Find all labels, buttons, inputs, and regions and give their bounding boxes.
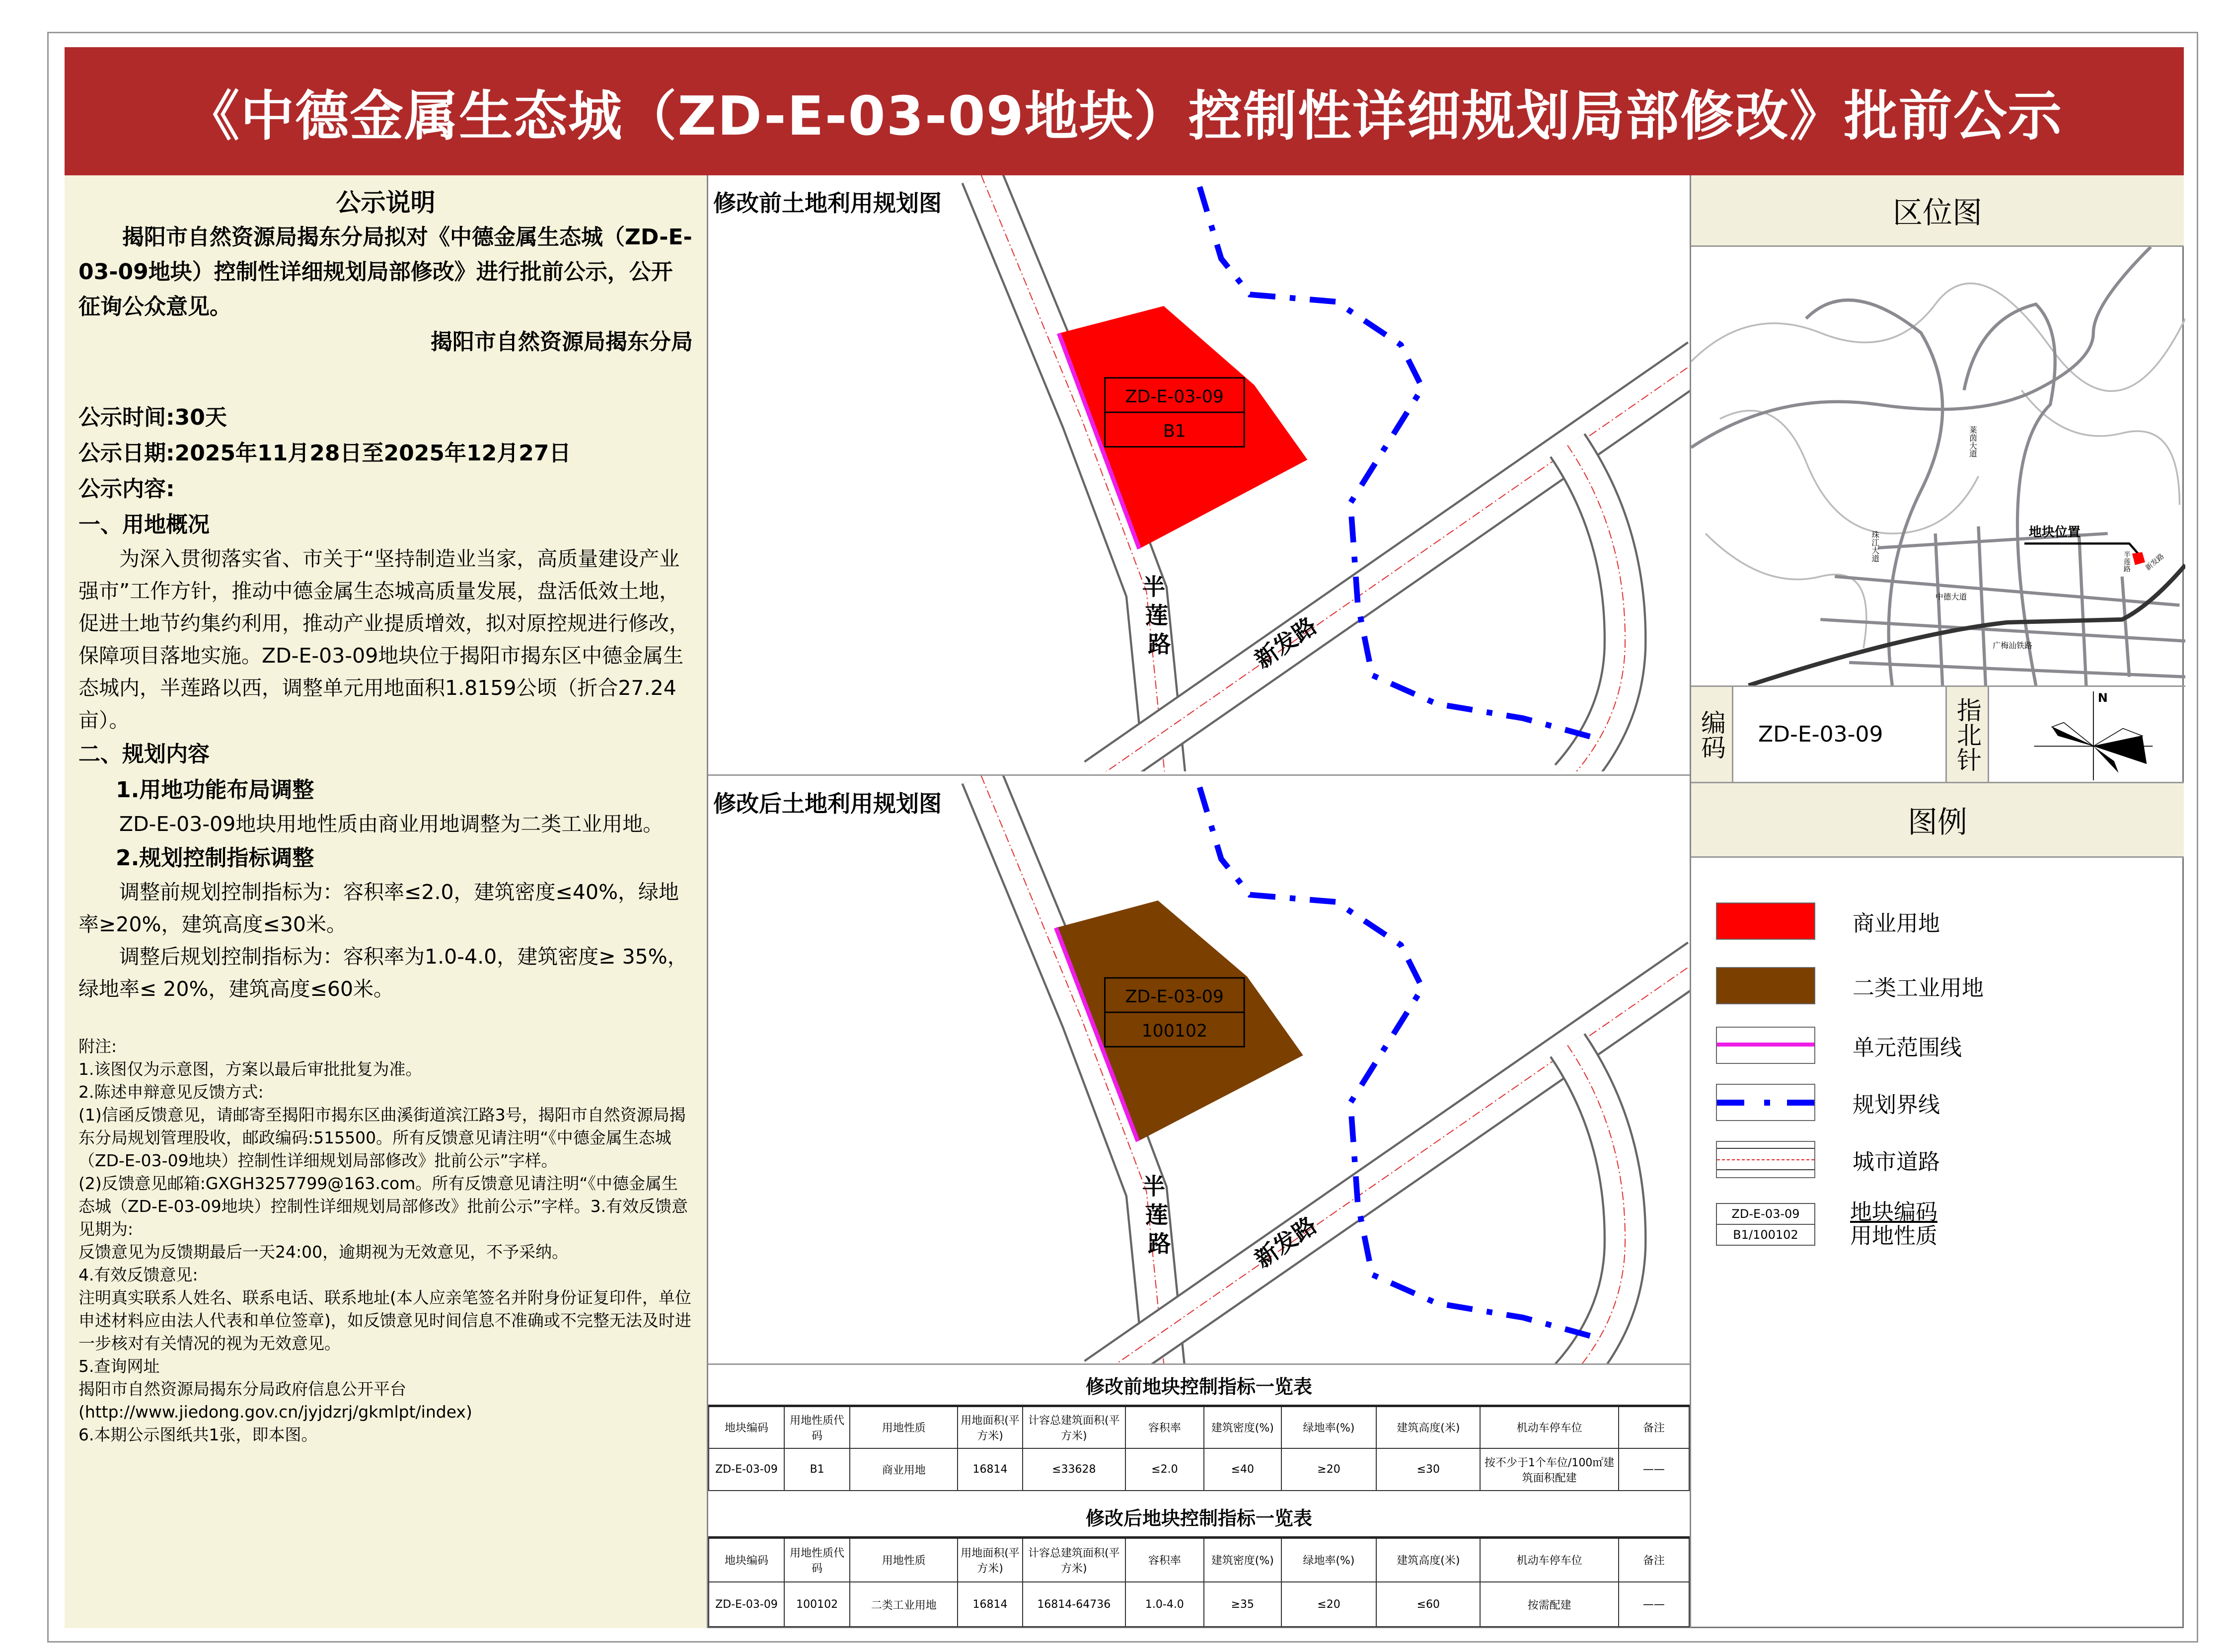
table-cell: 二类工业用地 — [850, 1582, 958, 1627]
legend-unit-boundary — [1716, 1027, 1962, 1064]
table-cell: ≤2.0 — [1125, 1448, 1204, 1491]
parcel-code: ZD-E-03-09 — [1125, 386, 1224, 407]
road-label-char: 半 — [1142, 573, 1166, 601]
column-header: 备注 — [1619, 1406, 1689, 1448]
notice-dates: 公示日期:2025年11月28日至2025年12月27日 — [78, 441, 571, 466]
parcel-code: ZD-E-03-09 — [1125, 986, 1224, 1007]
table-cell: ≥35 — [1204, 1582, 1281, 1627]
note-line: (2)反馈意见邮箱:GXGH3257799@163.com。所有反馈意见请注明“《中德金属生态城（ZD-E-03-09地块）控制性详细规划局部修改》批前公示”字样。3.有效反馈意见期为: — [78, 1174, 688, 1239]
city-road-swatch — [1716, 1141, 1815, 1178]
road-label: 珠江大道 — [1870, 530, 1880, 562]
column-header: 容积率 — [1125, 1406, 1204, 1448]
section1-text: 为深入贯彻落实省、市关于“坚持制造业当家，高质量建设产业强市”工作方针，推动中德金属生态城高质量发展，盘活低效土地，促进土地节约集约利用，推动产业提质增效，拟对原控规进行修改，保障项目落地实施。ZD-E-03-09地块位于揭阳市揭东区中德金属生态城内，半莲路以西，调整单元用地面积1.8159公顷（折合27.24亩）。 — [78, 547, 689, 732]
contour-line — [1706, 533, 1866, 648]
subsection1-heading: 1.用地功能布局调整 — [116, 777, 314, 803]
legend-label — [1850, 1201, 1937, 1248]
table-cell: ≤20 — [1281, 1582, 1376, 1627]
road — [1849, 663, 2185, 677]
column-header: 地块编码 — [709, 1406, 784, 1448]
legend-city-road — [1716, 1141, 1940, 1178]
table-header-row — [709, 1406, 1689, 1448]
table-header-row — [709, 1537, 1689, 1582]
column-header: 计容总建筑面积(平方米) — [1023, 1406, 1125, 1448]
table-cell: ZD-E-03-09 — [709, 1448, 784, 1491]
road-label-char: 莲 — [1145, 602, 1168, 629]
legend-label-use: 用地性质 — [1850, 1223, 1937, 1249]
legend-label-code: 地块编码 — [1850, 1200, 1937, 1225]
north-arrow-icon — [1989, 687, 2183, 783]
code-north-row — [1691, 687, 2184, 783]
sample-use: B1/100102 — [1733, 1228, 1798, 1242]
note-line: 4.有效反馈意见: — [78, 1265, 198, 1284]
map-after — [708, 776, 1690, 1365]
legend-planning-line — [1716, 1084, 1940, 1121]
notice-content-label: 公示内容: — [78, 476, 175, 502]
contour-line — [2021, 390, 2179, 505]
legend-label: 城市道路 — [1853, 1149, 1940, 1175]
unit-boundary-swatch — [1716, 1027, 1815, 1064]
column-header: 绿地率(%) — [1281, 1406, 1376, 1448]
legend-commercial — [1716, 902, 1940, 940]
column-header: 绿地率(%) — [1281, 1537, 1376, 1582]
legend — [1691, 858, 2184, 1553]
table-cell: 16814 — [958, 1582, 1022, 1627]
legend-industrial — [1716, 967, 1984, 1004]
table-cell: —— — [1619, 1448, 1689, 1491]
column-header: 用地性质 — [850, 1406, 958, 1448]
planning-line-swatch — [1716, 1084, 1815, 1121]
location-map-title: 区位图 — [1691, 175, 2184, 247]
column-header: 建筑密度(%) — [1204, 1537, 1281, 1582]
location-map — [1691, 247, 2185, 687]
road-label: 新发路 — [1250, 612, 1322, 674]
road-label: 新发路 — [2144, 552, 2166, 573]
note-line: 附注: — [78, 1037, 117, 1056]
road-label: 莱茵大道 — [1968, 426, 1978, 458]
road-label-char: 莲 — [1145, 1201, 1168, 1229]
table-cell: 商业用地 — [850, 1448, 958, 1491]
legend-parcel-label — [1716, 1201, 1937, 1248]
table-title: 修改前地块控制指标一览表 — [709, 1366, 1689, 1406]
table-cell: 按不少于1个车位/100㎡建筑面积配建 — [1480, 1448, 1618, 1491]
site-label: 地块位置 — [2028, 525, 2081, 540]
legend-label: 规划界线 — [1853, 1092, 1940, 1118]
note-line: 5.查询网址 — [78, 1356, 160, 1376]
note-line: (1)信函反馈意见，请邮寄至揭阳市揭东区曲溪街道滨江路3号，揭阳市自然资源局揭东分局规划管理股收，邮政编码:515500。所有反馈意见请注明“《中德金属生态城（ZD-E-03-09地块）控制性详细规划局部修改》批前公示”字样。 — [78, 1105, 686, 1170]
indicators-table-before — [708, 1366, 1690, 1491]
road-label-char: 半 — [1142, 1173, 1166, 1200]
parcel-label-sample — [1716, 1203, 1815, 1246]
north-letter: N — [2097, 690, 2108, 705]
column-header: 用地性质 — [850, 1537, 958, 1582]
table-cell: ≤60 — [1376, 1582, 1480, 1627]
note-line: 反馈意见为反馈期最后一天24:00，逾期视为无效意见，不予采纳。 — [78, 1242, 569, 1262]
industrial-swatch — [1716, 967, 1815, 1004]
map-before-title: 修改前土地利用规划图 — [713, 190, 942, 217]
table-cell: 100102 — [784, 1582, 850, 1627]
table-cell: ≥20 — [1281, 1448, 1376, 1491]
legend-label: 商业用地 — [1853, 910, 1940, 936]
road — [1835, 577, 2179, 605]
legend-title: 图例 — [1691, 783, 2184, 858]
column-header: 备注 — [1619, 1537, 1689, 1582]
column-header: 计容总建筑面积(平方米) — [1023, 1537, 1125, 1582]
right-panel — [1690, 175, 2184, 1628]
table-row — [709, 1448, 1689, 1491]
legend-label: 二类工业用地 — [1853, 975, 1984, 1001]
column-header: 建筑高度(米) — [1376, 1406, 1480, 1448]
note-line: (http://www.jiedong.gov.cn/jyjdzrj/gkmlpt/index) — [78, 1402, 472, 1422]
table-cell: ≤40 — [1204, 1448, 1281, 1491]
table-cell: ZD-E-03-09 — [709, 1582, 784, 1627]
north-arrow — [1989, 687, 2184, 782]
subsection1-text: ZD-E-03-09地块用地性质由商业用地调整为二类工业用地。 — [119, 812, 664, 836]
code-label: 编码 — [1691, 687, 1733, 782]
notes — [78, 1035, 693, 1446]
note-line: 6.本期公示图纸共1张，即本图。 — [78, 1425, 318, 1444]
road-label: 半莲路 — [2122, 550, 2131, 573]
sample-code: ZD-E-03-09 — [1717, 1204, 1814, 1225]
notice-panel — [65, 175, 708, 1628]
notice-intro: 揭阳市自然资源局揭东分局拟对《中德金属生态城（ZD-E-03-09地块）控制性详细规划局部修改》进行批前公示，公开征询公众意见。 — [78, 225, 692, 319]
column-header: 建筑密度(%) — [1204, 1406, 1281, 1448]
site-marker — [2132, 552, 2145, 565]
table-cell: —— — [1619, 1582, 1689, 1627]
road — [1806, 300, 1942, 685]
column-header: 用地面积(平方米) — [958, 1537, 1022, 1582]
note-line: 注明真实联系人姓名、联系电话、联系地址(本人应亲笔签名并附身份证复印件，单位申述材料应由法人代表和单位签章)，如反馈意见时间信息不准确或不完整无法及时进一步核对有关情况的视为无效意见。 — [78, 1288, 691, 1353]
map-after-title: 修改后土地利用规划图 — [713, 790, 942, 817]
legend-label: 单元范围线 — [1853, 1035, 1962, 1060]
table-cell: 按需配建 — [1480, 1582, 1618, 1627]
road-label: 中德大道 — [1935, 592, 1967, 601]
column-header: 建筑高度(米) — [1376, 1537, 1480, 1582]
table-title: 修改后地块控制指标一览表 — [709, 1498, 1689, 1537]
land-use-map-before — [708, 175, 1690, 771]
notice-period: 公示时间:30天 — [78, 405, 227, 430]
indicators-table-after — [708, 1498, 1690, 1627]
table-cell: ≤33628 — [1023, 1448, 1125, 1491]
notice-heading: 公示说明 — [336, 188, 436, 217]
column-header: 容积率 — [1125, 1537, 1204, 1582]
commercial-swatch — [1716, 902, 1815, 940]
table-cell: 16814 — [958, 1448, 1022, 1491]
land-use-map-after — [708, 776, 1690, 1363]
road — [1691, 247, 2151, 448]
notice-issuer: 揭阳市自然资源局揭东分局 — [431, 329, 693, 355]
section1-heading: 一、用地概况 — [78, 512, 210, 537]
table-cell: ≤30 — [1376, 1448, 1480, 1491]
parcel-use: 100102 — [1141, 1021, 1208, 1042]
road-label-char: 路 — [1148, 1230, 1171, 1257]
road-label-char: 路 — [1148, 631, 1171, 658]
map-before — [708, 175, 1690, 776]
road-label: 广梅汕铁路 — [1993, 640, 2032, 650]
column-header: 地块编码 — [709, 1537, 784, 1582]
page-title: 《中德金属生态城（ZD-E-03-09地块）控制性详细规划局部修改》批前公示 — [65, 47, 2184, 175]
north-label: 指北针 — [1947, 687, 1989, 782]
indicators-before: 调整前规划控制指标为：容积率≤2.0，建筑密度≤40%，绿地率≥20%，建筑高度≤30米。 — [78, 880, 679, 936]
note-line: 揭阳市自然资源局揭东分局政府信息公开平台 — [78, 1379, 406, 1399]
note-line: 1.该图仅为示意图，方案以最后审批批复为准。 — [78, 1059, 422, 1079]
column-header: 用地性质代码 — [784, 1406, 850, 1448]
code-value: ZD-E-03-09 — [1733, 687, 1947, 782]
subsection2-heading: 2.规划控制指标调整 — [116, 845, 314, 871]
table-cell: 1.0-4.0 — [1125, 1582, 1204, 1627]
column-header: 用地面积(平方米) — [958, 1406, 1022, 1448]
column-header: 机动车停车位 — [1480, 1537, 1618, 1582]
table-cell: 16814-64736 — [1023, 1582, 1125, 1627]
section2-heading: 二、规划内容 — [78, 742, 210, 767]
column-header: 用地性质代码 — [784, 1537, 850, 1582]
table-row — [709, 1582, 1689, 1627]
road-label: 新发路 — [1250, 1211, 1322, 1273]
column-header: 机动车停车位 — [1480, 1406, 1618, 1448]
note-line: 2.陈述申辩意见反馈方式: — [78, 1082, 264, 1102]
indicators-after: 调整后规划控制指标为：容积率为1.0-4.0，建筑密度≥ 35%，绿地率≤ 20%，建筑高度≤60米。 — [78, 945, 688, 1001]
table-cell: B1 — [784, 1448, 850, 1491]
parcel-use: B1 — [1163, 421, 1186, 442]
